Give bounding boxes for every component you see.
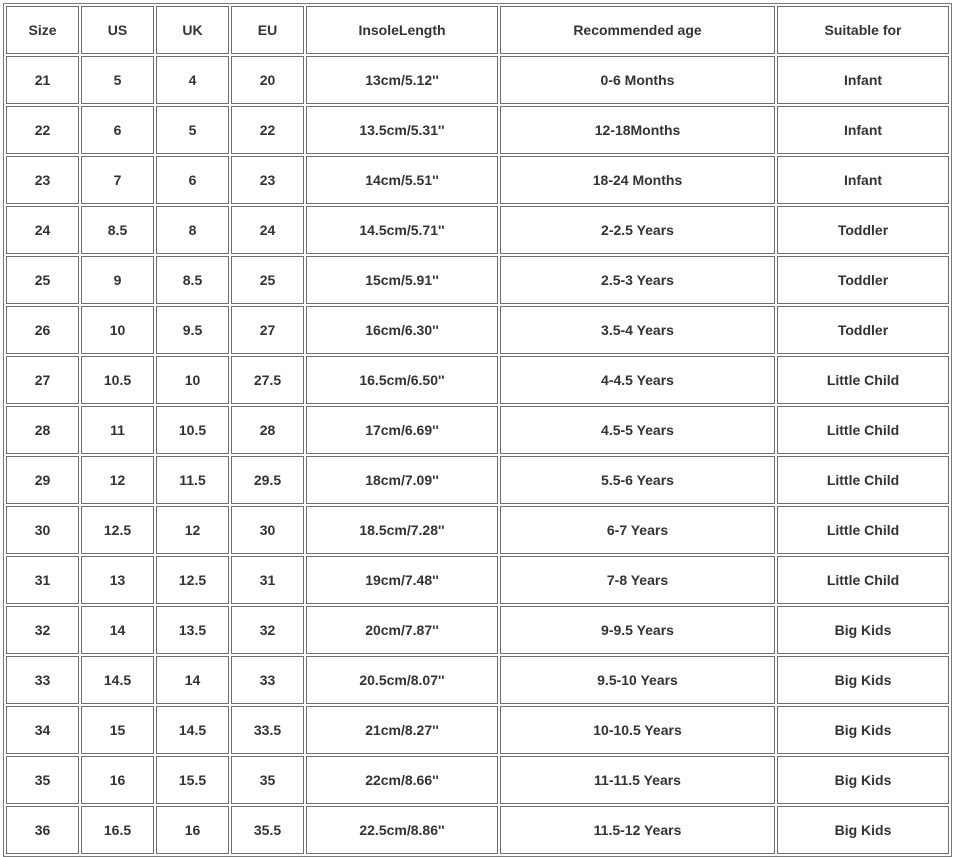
cell-us: 16.5 (81, 806, 154, 854)
cell-insole-length: 14.5cm/5.71'' (306, 206, 498, 254)
table-row (6, 456, 949, 504)
cell-suitable-for: Little Child (777, 406, 949, 454)
cell-recommended-age: 6-7 Years (500, 506, 775, 554)
cell-insole-length: 15cm/5.91'' (306, 256, 498, 304)
cell-insole-length: 18.5cm/7.28'' (306, 506, 498, 554)
table-row (6, 656, 949, 704)
header-insole-length: InsoleLength (306, 6, 498, 54)
cell-suitable-for: Toddler (777, 256, 949, 304)
cell-size: 29 (6, 456, 79, 504)
cell-eu: 25 (231, 256, 304, 304)
cell-suitable-for: Infant (777, 106, 949, 154)
cell-insole-length: 17cm/6.69'' (306, 406, 498, 454)
cell-us: 14.5 (81, 656, 154, 704)
table-row (6, 756, 949, 804)
cell-eu: 33.5 (231, 706, 304, 754)
cell-size: 34 (6, 706, 79, 754)
cell-eu: 33 (231, 656, 304, 704)
cell-us: 5 (81, 56, 154, 104)
table-row (6, 156, 949, 204)
cell-insole-length: 22.5cm/8.86'' (306, 806, 498, 854)
cell-eu: 29.5 (231, 456, 304, 504)
cell-us: 8.5 (81, 206, 154, 254)
header-suitable-for: Suitable for (777, 6, 949, 54)
cell-us: 6 (81, 106, 154, 154)
cell-recommended-age: 4.5-5 Years (500, 406, 775, 454)
cell-uk: 9.5 (156, 306, 229, 354)
cell-size: 23 (6, 156, 79, 204)
cell-uk: 4 (156, 56, 229, 104)
table-row (6, 306, 949, 354)
cell-insole-length: 16cm/6.30'' (306, 306, 498, 354)
header-row (6, 6, 949, 54)
cell-size: 22 (6, 106, 79, 154)
cell-us: 12 (81, 456, 154, 504)
cell-recommended-age: 9.5-10 Years (500, 656, 775, 704)
cell-us: 14 (81, 606, 154, 654)
cell-suitable-for: Toddler (777, 206, 949, 254)
cell-insole-length: 18cm/7.09'' (306, 456, 498, 504)
cell-size: 36 (6, 806, 79, 854)
header-size: Size (6, 6, 79, 54)
cell-insole-length: 13.5cm/5.31'' (306, 106, 498, 154)
table-header (6, 6, 949, 54)
cell-eu: 27.5 (231, 356, 304, 404)
cell-uk: 8 (156, 206, 229, 254)
header-recommended-age: Recommended age (500, 6, 775, 54)
cell-recommended-age: 7-8 Years (500, 556, 775, 604)
cell-size: 21 (6, 56, 79, 104)
cell-recommended-age: 3.5-4 Years (500, 306, 775, 354)
cell-insole-length: 21cm/8.27'' (306, 706, 498, 754)
cell-size: 32 (6, 606, 79, 654)
cell-suitable-for: Toddler (777, 306, 949, 354)
cell-suitable-for: Big Kids (777, 656, 949, 704)
cell-uk: 14 (156, 656, 229, 704)
table-row (6, 106, 949, 154)
table-row (6, 506, 949, 554)
cell-size: 31 (6, 556, 79, 604)
cell-uk: 8.5 (156, 256, 229, 304)
cell-insole-length: 13cm/5.12'' (306, 56, 498, 104)
cell-recommended-age: 2-2.5 Years (500, 206, 775, 254)
cell-insole-length: 14cm/5.51'' (306, 156, 498, 204)
cell-eu: 27 (231, 306, 304, 354)
cell-size: 24 (6, 206, 79, 254)
cell-recommended-age: 10-10.5 Years (500, 706, 775, 754)
table-row (6, 606, 949, 654)
cell-eu: 23 (231, 156, 304, 204)
cell-eu: 32 (231, 606, 304, 654)
cell-eu: 30 (231, 506, 304, 554)
cell-eu: 24 (231, 206, 304, 254)
cell-size: 30 (6, 506, 79, 554)
cell-suitable-for: Big Kids (777, 706, 949, 754)
cell-insole-length: 16.5cm/6.50'' (306, 356, 498, 404)
cell-suitable-for: Infant (777, 56, 949, 104)
cell-size: 28 (6, 406, 79, 454)
table-row (6, 206, 949, 254)
cell-uk: 5 (156, 106, 229, 154)
header-us: US (81, 6, 154, 54)
cell-suitable-for: Big Kids (777, 806, 949, 854)
table-row (6, 406, 949, 454)
cell-uk: 15.5 (156, 756, 229, 804)
cell-uk: 16 (156, 806, 229, 854)
cell-uk: 13.5 (156, 606, 229, 654)
cell-size: 26 (6, 306, 79, 354)
cell-eu: 22 (231, 106, 304, 154)
header-eu: EU (231, 6, 304, 54)
table-row (6, 356, 949, 404)
cell-recommended-age: 4-4.5 Years (500, 356, 775, 404)
cell-suitable-for: Big Kids (777, 606, 949, 654)
table-row (6, 806, 949, 854)
table-row (6, 56, 949, 104)
cell-uk: 12.5 (156, 556, 229, 604)
cell-suitable-for: Infant (777, 156, 949, 204)
cell-uk: 14.5 (156, 706, 229, 754)
table-row (6, 556, 949, 604)
cell-recommended-age: 9-9.5 Years (500, 606, 775, 654)
table-row (6, 256, 949, 304)
cell-suitable-for: Little Child (777, 356, 949, 404)
cell-eu: 35 (231, 756, 304, 804)
size-chart-table (3, 3, 952, 857)
cell-recommended-age: 0-6 Months (500, 56, 775, 104)
cell-us: 12.5 (81, 506, 154, 554)
cell-uk: 10 (156, 356, 229, 404)
cell-size: 33 (6, 656, 79, 704)
cell-us: 11 (81, 406, 154, 454)
cell-us: 9 (81, 256, 154, 304)
cell-suitable-for: Little Child (777, 556, 949, 604)
cell-eu: 20 (231, 56, 304, 104)
cell-size: 35 (6, 756, 79, 804)
table-body (6, 56, 949, 854)
cell-recommended-age: 11.5-12 Years (500, 806, 775, 854)
cell-insole-length: 19cm/7.48'' (306, 556, 498, 604)
cell-us: 7 (81, 156, 154, 204)
cell-recommended-age: 11-11.5 Years (500, 756, 775, 804)
cell-suitable-for: Little Child (777, 456, 949, 504)
cell-size: 27 (6, 356, 79, 404)
cell-recommended-age: 2.5-3 Years (500, 256, 775, 304)
cell-uk: 10.5 (156, 406, 229, 454)
cell-insole-length: 20cm/7.87'' (306, 606, 498, 654)
cell-insole-length: 22cm/8.66'' (306, 756, 498, 804)
cell-eu: 31 (231, 556, 304, 604)
cell-recommended-age: 5.5-6 Years (500, 456, 775, 504)
cell-recommended-age: 12-18Months (500, 106, 775, 154)
header-uk: UK (156, 6, 229, 54)
cell-eu: 35.5 (231, 806, 304, 854)
cell-recommended-age: 18-24 Months (500, 156, 775, 204)
cell-us: 13 (81, 556, 154, 604)
cell-suitable-for: Little Child (777, 506, 949, 554)
cell-size: 25 (6, 256, 79, 304)
cell-uk: 6 (156, 156, 229, 204)
table-row (6, 706, 949, 754)
cell-us: 16 (81, 756, 154, 804)
cell-uk: 12 (156, 506, 229, 554)
cell-us: 10 (81, 306, 154, 354)
cell-us: 15 (81, 706, 154, 754)
cell-uk: 11.5 (156, 456, 229, 504)
cell-insole-length: 20.5cm/8.07'' (306, 656, 498, 704)
cell-eu: 28 (231, 406, 304, 454)
cell-us: 10.5 (81, 356, 154, 404)
cell-suitable-for: Big Kids (777, 756, 949, 804)
